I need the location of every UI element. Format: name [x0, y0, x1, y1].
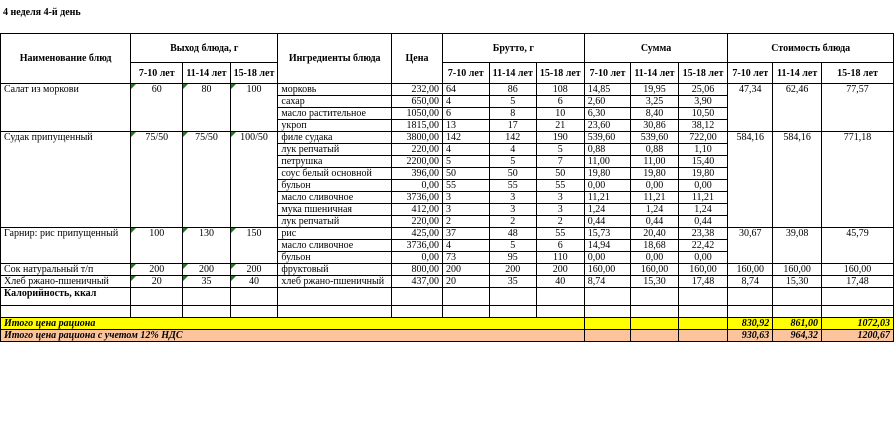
gross-cell[interactable]: 3	[536, 204, 584, 216]
sum-cell[interactable]: 17,48	[678, 276, 728, 288]
gross-cell[interactable]: 73	[443, 252, 490, 264]
ingredient-cell[interactable]: филе судака	[278, 132, 392, 144]
ingredient-cell[interactable]: лук репчатый	[278, 216, 392, 228]
gross-cell[interactable]: 55	[536, 228, 584, 240]
empty-cell[interactable]	[822, 288, 894, 306]
cost-cell[interactable]: 17,48	[822, 276, 894, 288]
cost-cell[interactable]: 77,57	[822, 84, 894, 132]
cost-cell[interactable]: 771,18	[822, 132, 894, 228]
cost-cell[interactable]: 47,34	[728, 84, 773, 132]
age-header: 15-18 лет	[822, 63, 894, 84]
output-cell[interactable]: 200	[131, 264, 183, 276]
sum-cell[interactable]: 0,88	[631, 144, 678, 156]
sum-cell[interactable]: 25,06	[678, 84, 728, 96]
gross-cell[interactable]: 6	[536, 240, 584, 252]
price-cell[interactable]: 437,00	[392, 276, 443, 288]
sum-cell[interactable]: 1,24	[584, 204, 631, 216]
ingredient-cell[interactable]: соус белый основной	[278, 168, 392, 180]
header-row-2	[1, 63, 894, 84]
sum-cell[interactable]: 539,60	[631, 132, 678, 144]
gross-cell[interactable]: 21	[536, 120, 584, 132]
header-sum: Сумма	[584, 34, 728, 63]
ingredient-cell[interactable]: бульон	[278, 180, 392, 192]
header-gross: Брутто, г	[443, 34, 585, 63]
empty-cell[interactable]	[584, 318, 631, 330]
output-cell[interactable]: 40	[230, 276, 278, 288]
table-row	[1, 228, 894, 240]
calories-label[interactable]: Калорийность, ккал	[1, 288, 131, 306]
cost-cell[interactable]: 15,30	[773, 276, 822, 288]
age-header: 15-18 лет	[536, 63, 584, 84]
empty-cell[interactable]	[631, 306, 678, 318]
empty-cell[interactable]	[131, 306, 183, 318]
header-cost: Стоимость блюда	[728, 34, 894, 63]
empty-cell[interactable]	[631, 318, 678, 330]
gross-cell[interactable]: 20	[443, 276, 490, 288]
sum-cell[interactable]: 15,73	[584, 228, 631, 240]
gross-cell[interactable]: 3	[489, 204, 536, 216]
sum-cell[interactable]: 0,00	[584, 252, 631, 264]
ingredient-cell[interactable]: мука пшеничная	[278, 204, 392, 216]
gross-cell[interactable]: 110	[536, 252, 584, 264]
price-cell[interactable]: 650,00	[392, 96, 443, 108]
table-row	[1, 84, 894, 96]
price-cell[interactable]: 2200,00	[392, 156, 443, 168]
gross-cell[interactable]: 13	[443, 120, 490, 132]
sum-cell[interactable]: 18,68	[631, 240, 678, 252]
sum-cell[interactable]: 160,00	[631, 264, 678, 276]
output-cell[interactable]: 20	[131, 276, 183, 288]
calories-row	[1, 288, 894, 306]
total-vat-row-label[interactable]: Итого цена рациона с учетом 12% НДС	[1, 330, 585, 342]
price-cell[interactable]: 220,00	[392, 216, 443, 228]
ingredient-cell[interactable]: морковь	[278, 84, 392, 96]
empty-cell[interactable]	[183, 306, 230, 318]
sum-cell[interactable]: 20,40	[631, 228, 678, 240]
output-cell[interactable]: 200	[230, 264, 278, 276]
sum-cell[interactable]: 3,25	[631, 96, 678, 108]
empty-cell[interactable]	[773, 288, 822, 306]
gross-cell[interactable]: 64	[443, 84, 490, 96]
gross-cell[interactable]: 50	[443, 168, 490, 180]
gross-cell[interactable]: 17	[489, 120, 536, 132]
total-row-value[interactable]: 830,92	[728, 318, 773, 330]
empty-cell[interactable]	[584, 306, 631, 318]
total-row-label[interactable]: Итого цена рациона	[1, 318, 585, 330]
sum-cell[interactable]: 15,40	[678, 156, 728, 168]
empty-cell[interactable]	[536, 306, 584, 318]
price-cell[interactable]: 3736,00	[392, 240, 443, 252]
cost-cell[interactable]: 584,16	[773, 132, 822, 228]
gross-cell[interactable]: 190	[536, 132, 584, 144]
empty-cell[interactable]	[131, 288, 183, 306]
gross-cell[interactable]: 50	[536, 168, 584, 180]
price-cell[interactable]: 1815,00	[392, 120, 443, 132]
gross-cell[interactable]: 5	[443, 156, 490, 168]
gross-cell[interactable]: 50	[489, 168, 536, 180]
empty-cell[interactable]	[584, 330, 631, 342]
total-vat-row-value[interactable]: 930,63	[728, 330, 773, 342]
empty-cell[interactable]	[822, 306, 894, 318]
cost-cell[interactable]: 30,67	[728, 228, 773, 264]
sum-cell[interactable]: 0,00	[631, 180, 678, 192]
age-header: 7-10 лет	[131, 63, 183, 84]
price-cell[interactable]: 425,00	[392, 228, 443, 240]
header-dish: Наименование блюд	[1, 34, 131, 84]
ingredient-cell[interactable]: масло растительное	[278, 108, 392, 120]
sum-cell[interactable]: 0,00	[631, 252, 678, 264]
sum-cell[interactable]: 3,90	[678, 96, 728, 108]
price-cell[interactable]: 0,00	[392, 180, 443, 192]
table-row	[1, 132, 894, 144]
empty-cell[interactable]	[443, 288, 490, 306]
price-cell[interactable]: 800,00	[392, 264, 443, 276]
empty-cell[interactable]	[678, 318, 728, 330]
ingredient-cell[interactable]: лук репчатый	[278, 144, 392, 156]
sum-cell[interactable]: 19,80	[584, 168, 631, 180]
sum-cell[interactable]: 22,42	[678, 240, 728, 252]
price-cell[interactable]: 412,00	[392, 204, 443, 216]
empty-cell[interactable]	[678, 288, 728, 306]
output-cell[interactable]: 75/50	[183, 132, 230, 228]
sum-cell[interactable]: 23,38	[678, 228, 728, 240]
gross-cell[interactable]: 200	[489, 264, 536, 276]
ingredient-cell[interactable]: бульон	[278, 252, 392, 264]
header-ingredients: Ингредиенты блюда	[278, 34, 392, 84]
sum-cell[interactable]: 0,44	[631, 216, 678, 228]
table-row	[1, 264, 894, 276]
sum-cell[interactable]: 11,21	[584, 192, 631, 204]
empty-cell[interactable]	[631, 330, 678, 342]
sum-cell[interactable]: 23,60	[584, 120, 631, 132]
gross-cell[interactable]: 10	[536, 108, 584, 120]
age-header: 15-18 лет	[678, 63, 728, 84]
empty-cell[interactable]	[536, 288, 584, 306]
ingredient-cell[interactable]: хлеб ржано-пшеничный	[278, 276, 392, 288]
age-header: 11-14 лет	[489, 63, 536, 84]
ingredient-cell[interactable]: фруктовый	[278, 264, 392, 276]
empty-cell[interactable]	[489, 288, 536, 306]
price-cell[interactable]: 220,00	[392, 144, 443, 156]
gross-cell[interactable]: 40	[536, 276, 584, 288]
sum-cell[interactable]: 722,00	[678, 132, 728, 144]
total-row	[1, 318, 894, 330]
sum-cell[interactable]: 15,30	[631, 276, 678, 288]
total-row-value[interactable]: 1072,03	[822, 318, 894, 330]
empty-cell[interactable]	[230, 288, 278, 306]
gross-cell[interactable]: 2	[443, 216, 490, 228]
sum-cell[interactable]: 6,30	[584, 108, 631, 120]
total-vat-row-value[interactable]: 964,32	[773, 330, 822, 342]
price-cell[interactable]: 3800,00	[392, 132, 443, 144]
output-cell[interactable]: 60	[131, 84, 183, 132]
output-cell[interactable]: 100	[131, 228, 183, 264]
ingredient-cell[interactable]: сахар	[278, 96, 392, 108]
price-cell[interactable]: 3736,00	[392, 192, 443, 204]
dish-name-cell[interactable]: Судак припущенный	[1, 132, 131, 228]
total-vat-row-value[interactable]: 1200,67	[822, 330, 894, 342]
sum-cell[interactable]: 8,74	[584, 276, 631, 288]
gross-cell[interactable]: 3	[536, 192, 584, 204]
gross-cell[interactable]: 3	[443, 204, 490, 216]
sum-cell[interactable]: 19,80	[678, 168, 728, 180]
age-header: 11-14 лет	[183, 63, 230, 84]
gross-cell[interactable]: 4	[489, 144, 536, 156]
gross-cell[interactable]: 4	[443, 240, 490, 252]
total-row-value[interactable]: 861,00	[773, 318, 822, 330]
gross-cell[interactable]: 86	[489, 84, 536, 96]
empty-cell[interactable]	[631, 288, 678, 306]
sum-cell[interactable]: 0,88	[584, 144, 631, 156]
age-header: 7-10 лет	[584, 63, 631, 84]
gross-cell[interactable]: 142	[443, 132, 490, 144]
header-price: Цена	[392, 34, 443, 84]
empty-cell[interactable]	[728, 288, 773, 306]
gross-cell[interactable]: 55	[489, 180, 536, 192]
sum-cell[interactable]: 539,60	[584, 132, 631, 144]
output-cell[interactable]: 150	[230, 228, 278, 264]
gross-cell[interactable]: 55	[443, 180, 490, 192]
empty-cell[interactable]	[584, 288, 631, 306]
gross-cell[interactable]: 48	[489, 228, 536, 240]
gross-cell[interactable]: 3	[443, 192, 490, 204]
gross-cell[interactable]: 95	[489, 252, 536, 264]
empty-cell[interactable]	[392, 306, 443, 318]
cost-cell[interactable]: 45,79	[822, 228, 894, 264]
gross-cell[interactable]: 5	[489, 156, 536, 168]
cost-cell[interactable]: 39,08	[773, 228, 822, 264]
header-row-1	[1, 34, 894, 63]
cost-cell[interactable]: 584,16	[728, 132, 773, 228]
total-vat-row	[1, 330, 894, 342]
empty-cell[interactable]	[183, 288, 230, 306]
age-header: 7-10 лет	[728, 63, 773, 84]
dish-name-cell[interactable]: Хлеб ржано-пшеничный	[1, 276, 131, 288]
sum-cell[interactable]: 0,44	[584, 216, 631, 228]
price-cell[interactable]: 396,00	[392, 168, 443, 180]
ingredient-cell[interactable]: петрушка	[278, 156, 392, 168]
sum-cell[interactable]: 11,21	[631, 192, 678, 204]
gross-cell[interactable]: 4	[443, 144, 490, 156]
empty-cell[interactable]	[773, 306, 822, 318]
empty-cell[interactable]	[1, 306, 131, 318]
gross-cell[interactable]: 5	[536, 144, 584, 156]
sum-cell[interactable]: 160,00	[678, 264, 728, 276]
gross-cell[interactable]: 200	[536, 264, 584, 276]
empty-cell[interactable]	[678, 306, 728, 318]
sum-cell[interactable]: 10,50	[678, 108, 728, 120]
sum-cell[interactable]: 1,10	[678, 144, 728, 156]
output-cell[interactable]: 130	[183, 228, 230, 264]
ingredient-cell[interactable]: масло сливочное	[278, 240, 392, 252]
output-cell[interactable]: 100	[230, 84, 278, 132]
cost-cell[interactable]: 8,74	[728, 276, 773, 288]
dish-name-cell[interactable]: Гарнир: рис припущенный	[1, 228, 131, 264]
empty-cell[interactable]	[489, 306, 536, 318]
sum-cell[interactable]: 0,00	[678, 252, 728, 264]
sum-cell[interactable]: 11,21	[678, 192, 728, 204]
sum-cell[interactable]: 14,94	[584, 240, 631, 252]
dish-name-cell[interactable]: Сок натуральный т/п	[1, 264, 131, 276]
sum-cell[interactable]: 38,12	[678, 120, 728, 132]
gross-cell[interactable]: 6	[443, 108, 490, 120]
sum-cell[interactable]: 11,00	[584, 156, 631, 168]
ingredient-cell[interactable]: масло сливочное	[278, 192, 392, 204]
output-cell[interactable]: 80	[183, 84, 230, 132]
empty-cell[interactable]	[728, 306, 773, 318]
gross-cell[interactable]: 55	[536, 180, 584, 192]
gross-cell[interactable]: 5	[489, 240, 536, 252]
cost-cell[interactable]: 160,00	[822, 264, 894, 276]
ingredient-cell[interactable]: укроп	[278, 120, 392, 132]
age-header: 11-14 лет	[631, 63, 678, 84]
sum-cell[interactable]: 11,00	[631, 156, 678, 168]
gross-cell[interactable]: 7	[536, 156, 584, 168]
sum-cell[interactable]: 1,24	[631, 204, 678, 216]
sum-cell[interactable]: 19,95	[631, 84, 678, 96]
price-cell[interactable]: 0,00	[392, 252, 443, 264]
sum-cell[interactable]: 19,80	[631, 168, 678, 180]
sum-cell[interactable]: 160,00	[584, 264, 631, 276]
gross-cell[interactable]: 35	[489, 276, 536, 288]
dish-name-cell[interactable]: Салат из моркови	[1, 84, 131, 132]
gross-cell[interactable]: 2	[536, 216, 584, 228]
cost-cell[interactable]: 160,00	[728, 264, 773, 276]
cost-cell[interactable]: 62,46	[773, 84, 822, 132]
age-header: 15-18 лет	[230, 63, 278, 84]
empty-cell[interactable]	[230, 306, 278, 318]
gross-cell[interactable]: 142	[489, 132, 536, 144]
output-cell[interactable]: 100/50	[230, 132, 278, 228]
menu-table	[0, 33, 894, 342]
gross-cell[interactable]: 3	[489, 192, 536, 204]
empty-cell[interactable]	[278, 306, 392, 318]
empty-cell[interactable]	[443, 306, 490, 318]
sum-cell[interactable]: 14,85	[584, 84, 631, 96]
price-cell[interactable]: 1050,00	[392, 108, 443, 120]
sum-cell[interactable]: 0,00	[678, 180, 728, 192]
gross-cell[interactable]: 8	[489, 108, 536, 120]
output-cell[interactable]: 75/50	[131, 132, 183, 228]
empty-cell[interactable]	[278, 288, 392, 306]
sum-cell[interactable]: 0,44	[678, 216, 728, 228]
gross-cell[interactable]: 4	[443, 96, 490, 108]
ingredient-cell[interactable]: рис	[278, 228, 392, 240]
table-row	[1, 276, 894, 288]
header-output: Выход блюда, г	[131, 34, 278, 63]
sum-cell[interactable]: 1,24	[678, 204, 728, 216]
gross-cell[interactable]: 5	[489, 96, 536, 108]
empty-cell[interactable]	[392, 288, 443, 306]
sum-cell[interactable]: 0,00	[584, 180, 631, 192]
sum-cell[interactable]: 30,86	[631, 120, 678, 132]
output-cell[interactable]: 35	[183, 276, 230, 288]
sum-cell[interactable]: 2,60	[584, 96, 631, 108]
sheet-title: 4 неделя 4-й день	[3, 7, 81, 18]
price-cell[interactable]: 232,00	[392, 84, 443, 96]
output-cell[interactable]: 200	[183, 264, 230, 276]
sum-cell[interactable]: 8,40	[631, 108, 678, 120]
cost-cell[interactable]: 160,00	[773, 264, 822, 276]
empty-cell[interactable]	[678, 330, 728, 342]
gross-cell[interactable]: 200	[443, 264, 490, 276]
gross-cell[interactable]: 2	[489, 216, 536, 228]
gross-cell[interactable]: 37	[443, 228, 490, 240]
gross-cell[interactable]: 108	[536, 84, 584, 96]
age-header: 11-14 лет	[773, 63, 822, 84]
gross-cell[interactable]: 6	[536, 96, 584, 108]
blank-row	[1, 306, 894, 318]
age-header: 7-10 лет	[443, 63, 490, 84]
